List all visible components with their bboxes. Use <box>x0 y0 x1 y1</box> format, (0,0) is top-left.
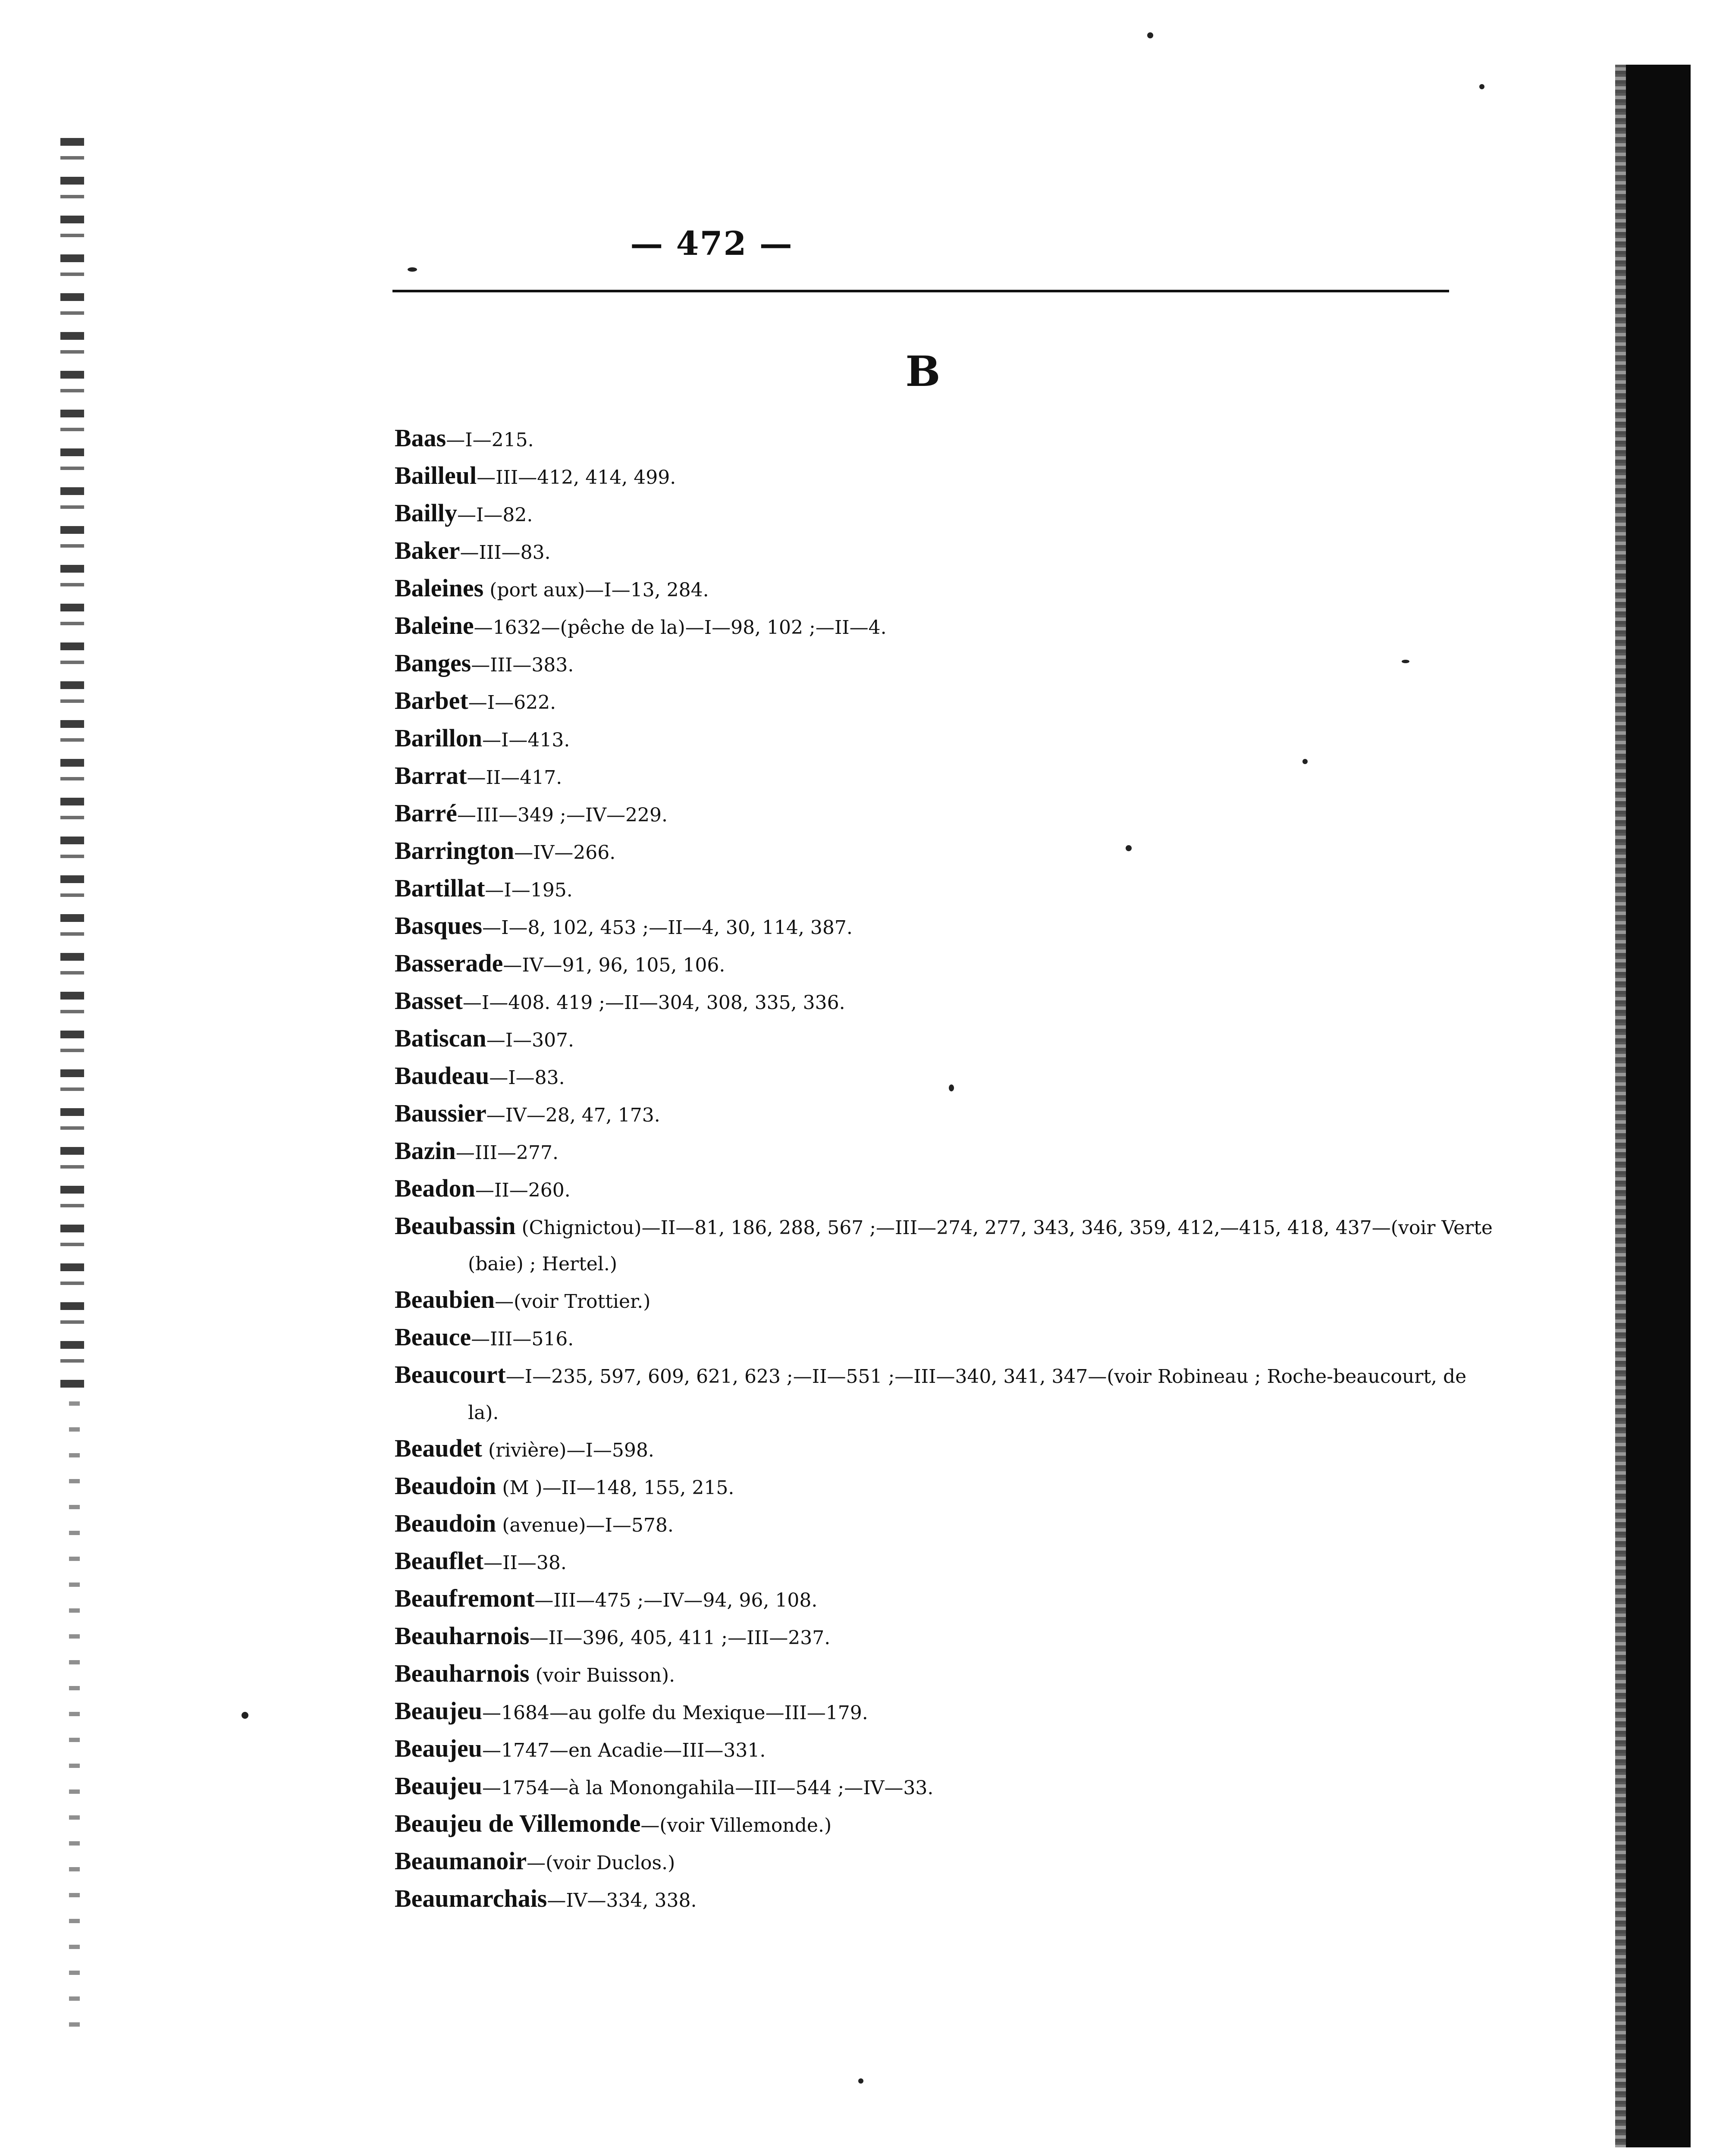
entry-references: —III—349 ;—IV—229. <box>457 804 668 826</box>
entry-references: (avenue)—I—578. <box>496 1514 674 1536</box>
entry-references: —I—235, 597, 609, 621, 623 ;—II—551 ;—III—340, 341, 347—(voir Robineau ; Roche-beaucourt, de la). <box>468 1366 1467 1424</box>
index-entry <box>395 1021 1499 1058</box>
entry-name: Barbet <box>395 686 468 714</box>
entry-references: —IV—91, 96, 105, 106. <box>503 954 725 976</box>
entry-references: —(voir Villemonde.) <box>640 1814 832 1836</box>
entry-name: Beauharnois <box>395 1622 530 1650</box>
index-entry <box>395 533 1499 570</box>
entry-name: Beaufremont <box>395 1584 535 1612</box>
index-entry <box>395 833 1499 871</box>
index-entry <box>395 683 1499 721</box>
index-entry <box>395 946 1499 983</box>
index-entry <box>395 1431 1499 1468</box>
index-list <box>395 420 1499 1918</box>
index-entry <box>395 1731 1499 1768</box>
index-entry <box>395 420 1499 458</box>
index-entry <box>395 908 1499 946</box>
entry-references: (rivière)—I—598. <box>482 1439 654 1461</box>
entry-references: —1754—à la Monongahila—III—544 ;—IV—33. <box>482 1777 934 1799</box>
entry-name: Beaudoin <box>395 1509 496 1537</box>
binding-marks <box>60 138 84 1388</box>
entry-references: —III—475 ;—IV—94, 96, 108. <box>534 1589 818 1611</box>
index-entry <box>395 1506 1499 1543</box>
index-entry <box>395 570 1499 608</box>
index-entry <box>395 458 1499 495</box>
index-entry <box>395 1693 1499 1731</box>
entry-references: —(voir Duclos.) <box>527 1852 675 1874</box>
entry-name: Baussier <box>395 1099 486 1127</box>
index-entry <box>395 1282 1499 1319</box>
entry-name: Beaumarchais <box>395 1884 547 1912</box>
entry-name: Barré <box>395 799 457 827</box>
index-entry <box>395 1806 1499 1843</box>
entry-references: (Chignictou)—II—81, 186, 288, 567 ;—III—274, 277, 343, 346, 359, 412,—415, 418, 437—(voir Verte (baie) ; Hertel.) <box>468 1217 1493 1275</box>
entry-name: Baleine <box>395 611 474 639</box>
entry-references: —III—277. <box>455 1142 559 1164</box>
entry-name: Banges <box>395 649 471 677</box>
index-entry <box>395 1768 1499 1806</box>
entry-name: Beaujeu <box>395 1697 482 1725</box>
index-entry <box>395 646 1499 683</box>
index-entry <box>395 1133 1499 1171</box>
entry-references: (voir Buisson). <box>529 1664 675 1686</box>
index-entry <box>395 721 1499 758</box>
entry-name: Beaumanoir <box>395 1847 527 1875</box>
entry-references: —I—413. <box>482 729 570 751</box>
index-entry <box>395 1096 1499 1133</box>
entry-references: —I—83. <box>489 1067 565 1089</box>
entry-references: —I—215. <box>446 429 534 451</box>
entry-name: Beaucourt <box>395 1360 506 1388</box>
page-number: — 472 — <box>630 224 793 263</box>
entry-references: —II—417. <box>467 767 562 789</box>
scan-right-black-border <box>1626 65 1691 2147</box>
entry-name: Basques <box>395 912 483 940</box>
index-entry <box>395 1543 1499 1581</box>
index-entry <box>395 1581 1499 1618</box>
index-entry <box>395 983 1499 1021</box>
entry-references: —IV—266. <box>514 842 616 864</box>
entry-name: Beauce <box>395 1323 471 1351</box>
dust-speck <box>408 267 417 272</box>
dust-speck <box>858 2078 863 2084</box>
index-entry <box>395 871 1499 908</box>
entry-name: Beaudet <box>395 1434 482 1462</box>
dust-speck <box>242 1712 248 1719</box>
entry-references: —I—408. 419 ;—II—304, 308, 335, 336. <box>462 992 845 1014</box>
entry-name: Beaubassin <box>395 1212 516 1240</box>
index-entry <box>395 1468 1499 1506</box>
entry-references: —I—8, 102, 453 ;—II—4, 30, 114, 387. <box>482 917 853 939</box>
entry-name: Beaujeu <box>395 1734 482 1762</box>
index-entry <box>395 1357 1499 1431</box>
dust-speck <box>1147 32 1153 38</box>
entry-name: Beaujeu <box>395 1772 482 1800</box>
index-entry <box>395 1208 1499 1282</box>
entry-references: —1632—(pêche de la)—I—98, 102 ;—II—4. <box>474 617 887 639</box>
entry-references: —(voir Trottier.) <box>495 1291 651 1313</box>
entry-references: —III—412, 414, 499. <box>477 467 676 489</box>
entry-references: —1747—en Acadie—III—331. <box>482 1739 766 1761</box>
entry-references: —II—260. <box>475 1179 571 1201</box>
scan-left-edge-marks <box>0 0 86 2156</box>
entry-name: Bartillat <box>395 874 485 902</box>
entry-references: —I—82. <box>457 504 533 526</box>
entry-name: Beaubien <box>395 1285 495 1313</box>
entry-name: Bailly <box>395 499 458 527</box>
entry-references: (port aux)—I—13, 284. <box>483 579 709 601</box>
index-entry <box>395 1058 1499 1096</box>
scan-border-edge <box>1615 65 1626 2147</box>
entry-name: Barrat <box>395 761 467 790</box>
index-entry <box>395 1618 1499 1656</box>
entry-references: —II—396, 405, 411 ;—III—237. <box>529 1627 831 1649</box>
entry-references: —III—383. <box>471 654 574 676</box>
entry-references: —IV—28, 47, 173. <box>486 1104 660 1126</box>
entry-references: —I—307. <box>486 1029 574 1051</box>
entry-name: Beadon <box>395 1174 475 1202</box>
index-entry <box>395 758 1499 796</box>
entry-name: Batiscan <box>395 1024 486 1052</box>
entry-name: Beaujeu de Villemonde <box>395 1809 641 1837</box>
entry-references: —III—83. <box>460 542 551 564</box>
binding-marks-lower <box>69 1401 80 2048</box>
dust-speck <box>1479 84 1484 89</box>
section-letter: B <box>905 347 941 396</box>
entry-name: Bailleul <box>395 461 477 489</box>
entry-references: —IV—334, 338. <box>547 1890 697 1912</box>
entry-name: Beaudoin <box>395 1472 496 1500</box>
index-entry <box>395 1319 1499 1357</box>
header-rule <box>392 290 1449 292</box>
entry-references: —II—38. <box>483 1552 567 1574</box>
entry-references: —III—516. <box>471 1328 574 1350</box>
index-entry <box>395 1171 1499 1208</box>
entry-name: Baas <box>395 424 446 452</box>
entry-name: Basset <box>395 987 463 1015</box>
entry-name: Baleines <box>395 574 484 602</box>
index-entry <box>395 1881 1499 1918</box>
entry-references: —I—622. <box>468 692 556 714</box>
entry-name: Bazin <box>395 1137 456 1165</box>
entry-name: Barrington <box>395 837 515 865</box>
entry-references: (M )—II—148, 155, 215. <box>496 1477 734 1499</box>
entry-name: Barillon <box>395 724 483 752</box>
entry-name: Beauflet <box>395 1547 484 1575</box>
entry-name: Baudeau <box>395 1062 490 1090</box>
index-entry <box>395 495 1499 533</box>
entry-name: Baker <box>395 536 460 564</box>
entry-name: Basserade <box>395 949 503 977</box>
entry-references: —I—195. <box>485 879 573 901</box>
index-entry <box>395 608 1499 646</box>
index-entry <box>395 1656 1499 1693</box>
entry-references: —1684—au golfe du Mexique—III—179. <box>482 1702 868 1724</box>
index-entry <box>395 796 1499 833</box>
entry-name: Beauharnois <box>395 1659 530 1687</box>
index-entry <box>395 1843 1499 1881</box>
